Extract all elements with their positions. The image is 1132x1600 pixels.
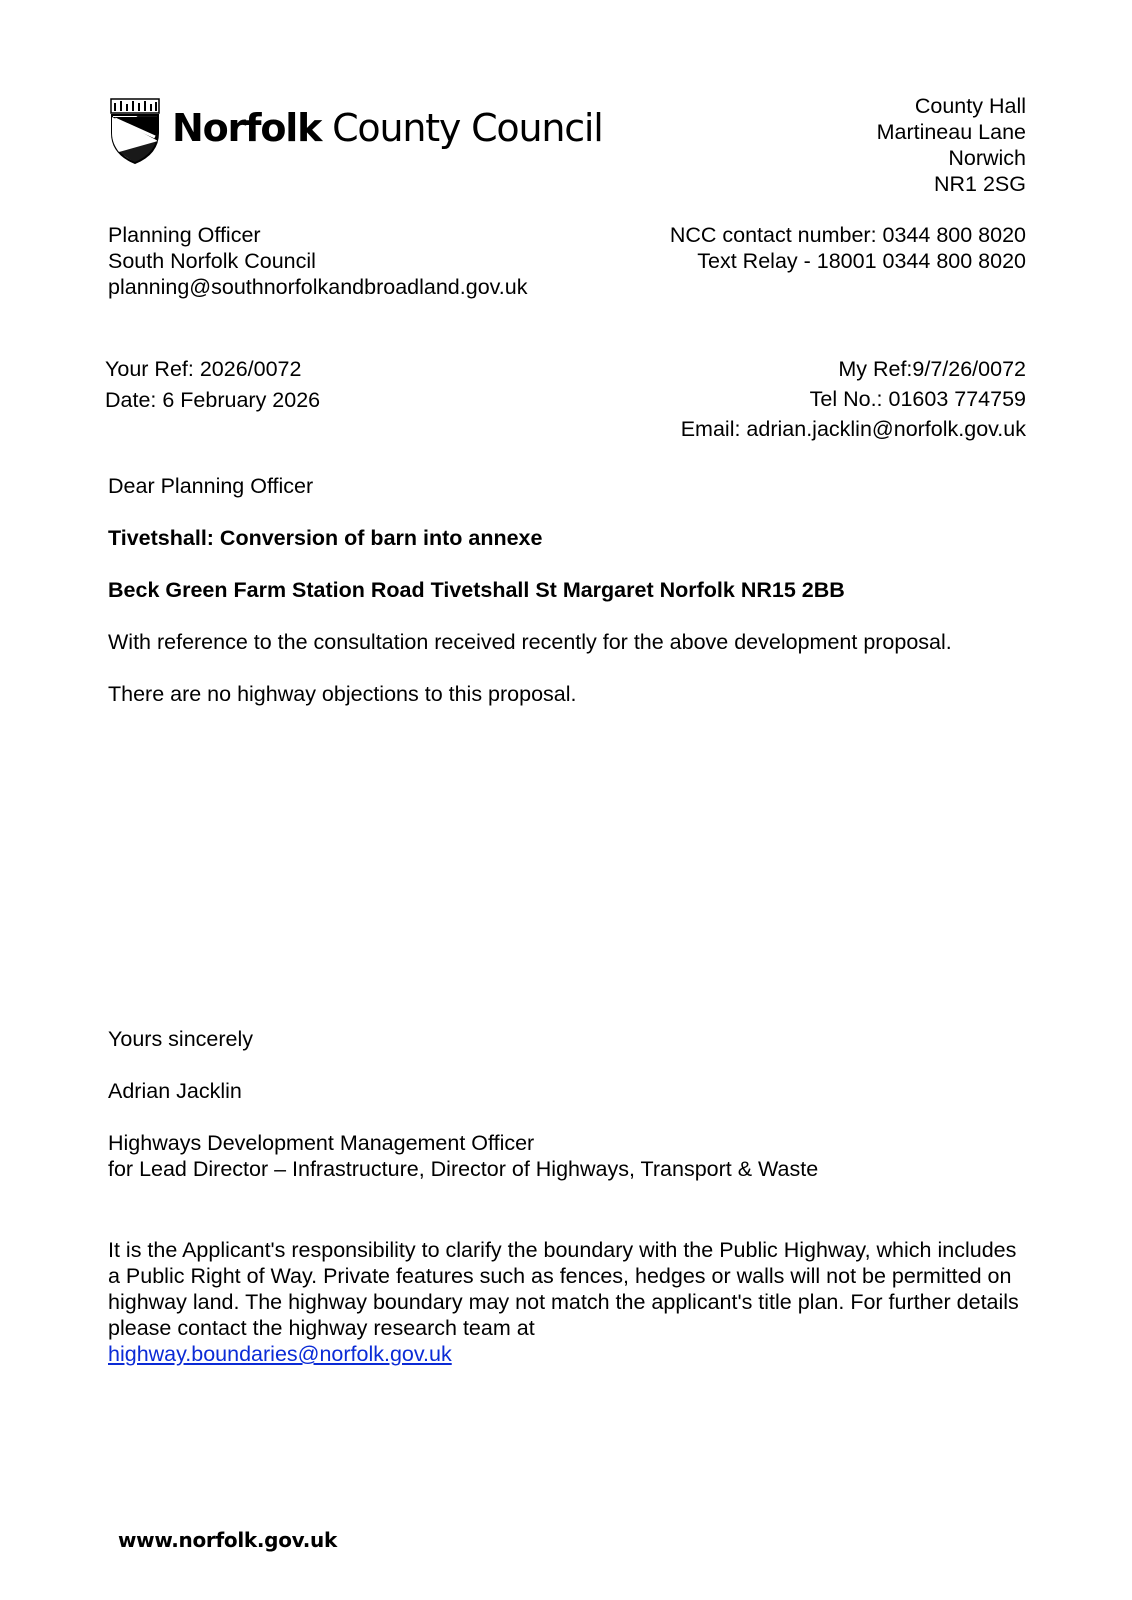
body-paragraph: With reference to the consultation received recently for the above development proposal. <box>108 630 952 654</box>
salutation: Dear Planning Officer <box>108 474 314 498</box>
letter-date: Date: 6 February 2026 <box>105 388 321 412</box>
footer-website: www.norfolk.gov.uk <box>118 1528 337 1552</box>
highway-boundaries-link[interactable]: highway.boundaries@norfolk.gov.uk <box>108 1342 452 1366</box>
recipient-email: planning@southnorfolkandbroadland.gov.uk <box>108 275 528 299</box>
sender-address <box>877 93 1026 197</box>
logo-name-regular: County Council <box>321 106 603 150</box>
contact-line: Text Relay - 18001 0344 800 8020 <box>697 249 1026 273</box>
address-line: NR1 2SG <box>933 172 1026 196</box>
body-paragraph: There are no highway objections to this proposal. <box>108 682 577 706</box>
your-ref: Your Ref: 2026/0072 <box>105 357 302 381</box>
boundary-note-text: It is the Applicant's responsibility to clarify the boundary with the Public Highway, which includes a Public Right of Way. Private features such as fences, hedges or walls will not be permitted on highway land. The highway boundary may not match the applicant's title plan. For further details please contact the highway research team at <box>108 1238 1019 1340</box>
recipient-block <box>108 222 527 300</box>
subject-line: Tivetshall: Conversion of barn into annexe <box>108 526 543 550</box>
contact-block <box>670 222 1026 274</box>
your-ref-block <box>105 354 320 416</box>
norfolk-crest-logo <box>109 97 161 165</box>
contact-line: NCC contact number: 0344 800 8020 <box>669 223 1026 247</box>
my-ref-block <box>681 354 1026 444</box>
address-line: County Hall <box>914 94 1026 118</box>
recipient-line: South Norfolk Council <box>108 249 316 273</box>
officer-email: Email: adrian.jacklin@norfolk.gov.uk <box>680 417 1026 441</box>
signatory-department: for Lead Director – Infrastructure, Director of Highways, Transport & Waste <box>108 1157 819 1181</box>
my-ref: My Ref:9/7/26/0072 <box>838 357 1026 381</box>
address-line: Martineau Lane <box>876 120 1026 144</box>
recipient-line: Planning Officer <box>108 223 261 247</box>
signatory-name: Adrian Jacklin <box>108 1079 242 1103</box>
signatory-role: Highways Development Management Officer <box>108 1131 535 1155</box>
council-logotype <box>172 104 603 152</box>
tel-number: Tel No.: 01603 774759 <box>809 387 1026 411</box>
address-line: Norwich <box>948 146 1026 170</box>
closing: Yours sincerely <box>108 1027 253 1051</box>
logo-name-bold: Norfolk <box>172 106 322 150</box>
site-address: Beck Green Farm Station Road Tivetshall St Margaret Norfolk NR15 2BB <box>108 578 845 602</box>
boundary-note <box>108 1237 1028 1367</box>
